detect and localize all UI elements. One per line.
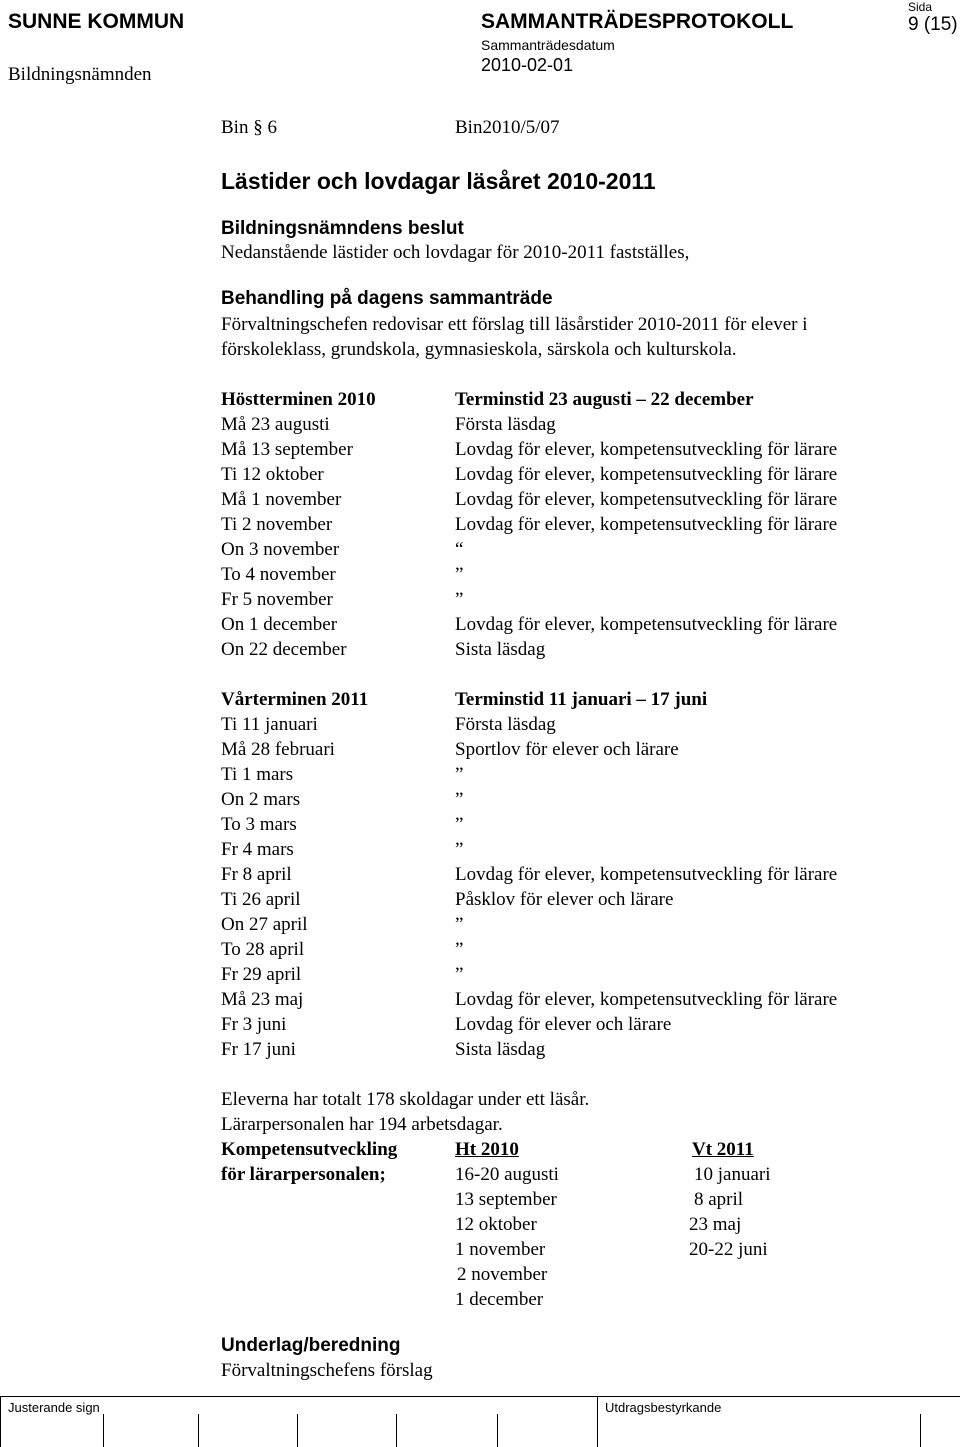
row-date: On 3 november	[221, 539, 340, 560]
row-note: Lovdag för elever, kompetensutveckling för lärare	[455, 439, 838, 460]
row-date: Fr 29 april	[221, 964, 302, 985]
row-note: ”	[455, 839, 464, 860]
row-date: Ti 11 januari	[221, 714, 318, 735]
item-title: Lästider och lovdagar läsåret 2010-2011	[221, 168, 656, 194]
ht-date: 2 november	[457, 1264, 548, 1285]
row-date: Ti 2 november	[221, 514, 333, 535]
signature-box-divider	[920, 1414, 921, 1447]
treatment-heading: Behandling på dagens sammanträde	[221, 288, 553, 309]
row-note: ”	[455, 939, 464, 960]
basis-text: Förvaltningschefens förslag	[221, 1360, 433, 1381]
treatment-line-2: förskoleklass, grundskola, gymnasieskola, särskola och kulturskola.	[221, 339, 737, 360]
ht-date: 1 november	[455, 1239, 546, 1260]
row-note: ”	[455, 789, 464, 810]
row-note: ”	[455, 589, 464, 610]
competence-label-2: för lärarpersonalen;	[221, 1164, 386, 1185]
row-note: Sista läsdag	[455, 1039, 546, 1060]
row-date: Må 28 februari	[221, 739, 335, 760]
row-date: To 3 mars	[221, 814, 297, 835]
decision-heading: Bildningsnämndens beslut	[221, 218, 464, 239]
row-date: On 2 mars	[221, 789, 301, 810]
row-note: Lovdag för elever, kompetensutveckling för lärare	[455, 514, 838, 535]
extract-label: Utdragsbestyrkande	[605, 1400, 722, 1415]
row-date: Må 23 maj	[221, 989, 304, 1010]
row-note: ”	[455, 564, 464, 585]
row-note: Lovdag för elever, kompetensutveckling för lärare	[455, 864, 838, 885]
row-note: Sista läsdag	[455, 639, 546, 660]
row-date: To 4 november	[221, 564, 336, 585]
signature-box-divider	[198, 1414, 199, 1447]
footer-rule	[0, 1396, 960, 1397]
row-date: Fr 17 juni	[221, 1039, 296, 1060]
row-note: ”	[455, 964, 464, 985]
row-date: Må 23 augusti	[221, 414, 330, 435]
page-label: Sida	[908, 0, 933, 14]
ht-heading: Ht 2010	[455, 1139, 519, 1160]
vt-date: 20-22 juni	[689, 1239, 768, 1260]
page-number: 9 (15)	[908, 14, 958, 35]
date-label: Sammanträdesdatum	[481, 37, 615, 53]
ht-date: 1 december	[455, 1289, 544, 1310]
treatment-line-1: Förvaltningschefen redovisar ett förslag till läsårstider 2010-2011 för elever i	[221, 314, 808, 335]
vt-date: 10 januari	[694, 1164, 771, 1185]
row-date: On 1 december	[221, 614, 338, 635]
row-note: Lovdag för elever, kompetensutveckling för lärare	[455, 489, 838, 510]
row-date: To 28 april	[221, 939, 305, 960]
row-date: Fr 8 april	[221, 864, 292, 885]
doc-title: SAMMANTRÄDESPROTOKOLL	[481, 10, 794, 33]
row-date: Må 13 september	[221, 439, 353, 460]
signature-box-divider	[297, 1414, 298, 1447]
row-note: “	[455, 539, 464, 560]
row-note: ”	[455, 764, 464, 785]
row-date: On 22 december	[221, 639, 347, 660]
row-date: Må 1 november	[221, 489, 342, 510]
signature-box-divider	[396, 1414, 397, 1447]
row-date: Ti 12 oktober	[221, 464, 324, 485]
vt-heading: Vt 2011	[692, 1139, 754, 1160]
item-ref: Bin2010/5/07	[455, 117, 560, 138]
row-note: Sportlov för elever och lärare	[455, 739, 679, 760]
summary-line-2: Lärarpersonalen har 194 arbetsdagar.	[221, 1114, 503, 1135]
ht-date: 16-20 augusti	[455, 1164, 559, 1185]
meeting-date: 2010-02-01	[481, 55, 574, 75]
signature-box-divider	[0, 1396, 1, 1447]
row-note: Lovdag för elever, kompetensutveckling för lärare	[455, 989, 838, 1010]
row-date: Fr 3 juni	[221, 1014, 287, 1035]
vt-date: 8 april	[694, 1189, 744, 1210]
row-note: Lovdag för elever och lärare	[455, 1014, 672, 1035]
vt-date: 23 maj	[689, 1214, 742, 1235]
row-note: Första läsdag	[455, 414, 556, 435]
spring-heading: Vårterminen 2011	[221, 689, 369, 710]
signature-box-divider	[497, 1414, 498, 1447]
autumn-term: Terminstid 23 augusti – 22 december	[455, 389, 754, 410]
spring-term: Terminstid 11 januari – 17 juni	[455, 689, 708, 710]
competence-label-1: Kompetensutveckling	[221, 1139, 398, 1160]
basis-heading: Underlag/beredning	[221, 1335, 401, 1356]
row-date: Ti 26 april	[221, 889, 301, 910]
row-note: ”	[455, 914, 464, 935]
row-date: On 27 april	[221, 914, 308, 935]
item-number: Bin § 6	[221, 117, 277, 138]
org-name: SUNNE KOMMUN	[8, 10, 185, 33]
row-note: Lovdag för elever, kompetensutveckling för lärare	[455, 614, 838, 635]
sign-label: Justerande sign	[8, 1400, 100, 1415]
signature-box-divider	[103, 1414, 104, 1447]
row-note: Påsklov för elever och lärare	[455, 889, 674, 910]
row-date: Fr 4 mars	[221, 839, 294, 860]
decision-text: Nedanstående lästider och lovdagar för 2010-2011 fastställes,	[221, 242, 690, 263]
ht-date: 13 september	[455, 1189, 557, 1210]
row-date: Fr 5 november	[221, 589, 333, 610]
signature-box-divider	[597, 1396, 598, 1447]
row-note: Lovdag för elever, kompetensutveckling för lärare	[455, 464, 838, 485]
summary-line-1: Eleverna har totalt 178 skoldagar under ett läsår.	[221, 1089, 590, 1110]
row-note: Första läsdag	[455, 714, 556, 735]
committee-name: Bildningsnämnden	[8, 64, 152, 85]
row-note: ”	[455, 814, 464, 835]
row-date: Ti 1 mars	[221, 764, 294, 785]
autumn-heading: Höstterminen 2010	[221, 389, 376, 410]
ht-date: 12 oktober	[455, 1214, 537, 1235]
